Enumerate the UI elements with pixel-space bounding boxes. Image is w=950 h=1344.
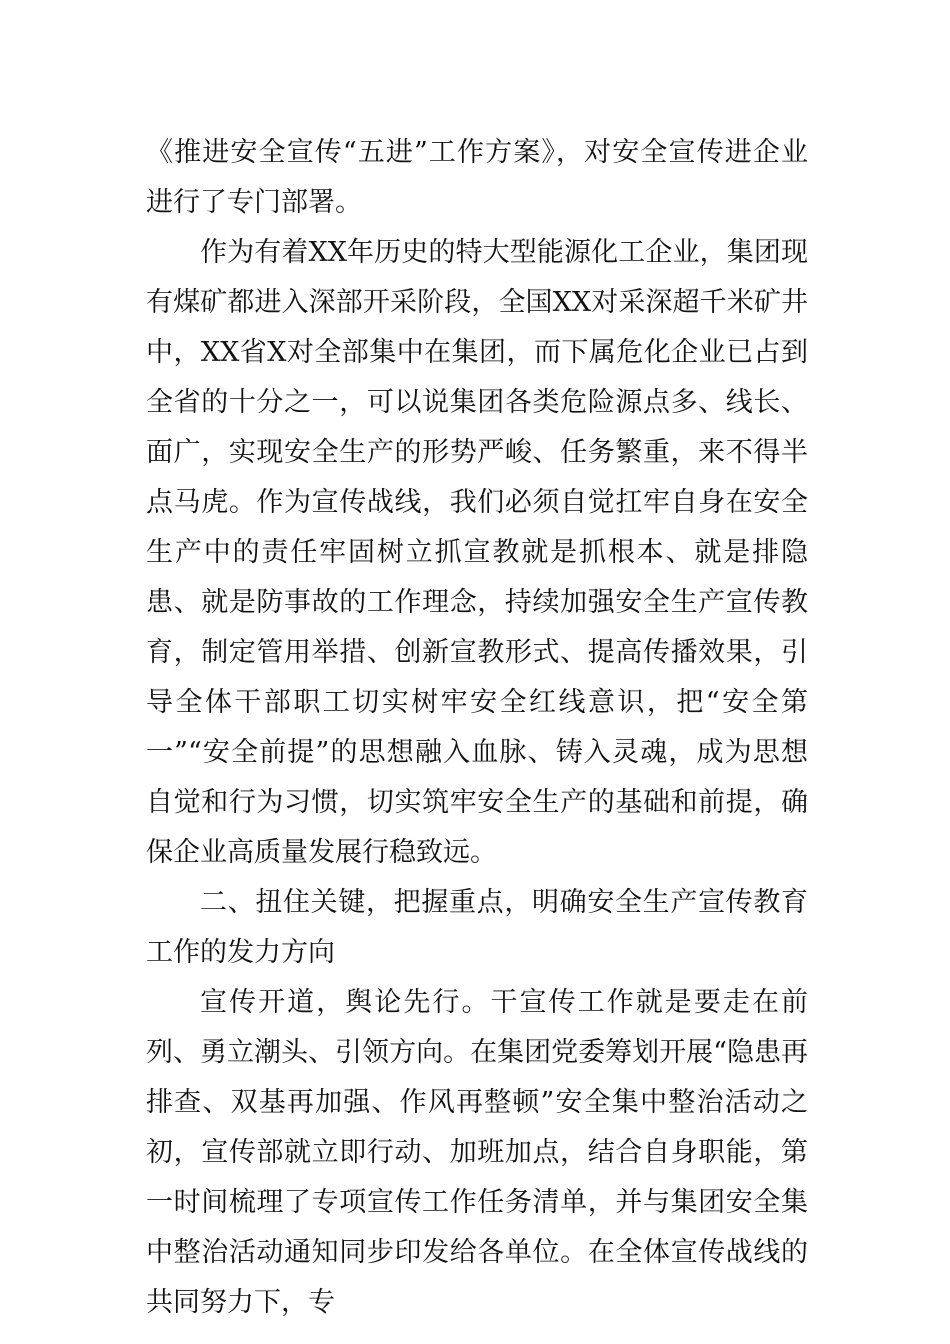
paragraph-group-background: 作为有着XX年历史的特大型能源化工企业，集团现有煤矿都进入深部开采阶段，全国XX对采深超千米矿井中，XX省X对全部集中在集团，而下属危化企业已占到全省的十分之一，可以说集团各类危险源点多、线长、面广，实现安全生产的形势严峻、任务繁重，来不得半点马虎。作为宣传战线，我们必须自觉扛牢自身在安全生产中的责任牢固树立抓宣教就是抓根本、就是排隐患、就是防事故的工作理念，持续加强安全生产宣传教育，制定管用举措、创新宣教形式、提高传播效果，引导全体干部职工切实树牢安全红线意识，把“安全第一”“安全前提”的思想融入血脉、铸入灵魂，成为思想自觉和行为习惯，切实筑牢安全生产的基础和前提，确保企业高质量发展行稳致远。 (146, 237, 808, 868)
document-body (146, 128, 808, 1328)
section-heading-two: 二、扭住关键，把握重点，明确安全生产宣传教育工作的发力方向 (146, 887, 808, 968)
paragraph-continued-intro: 《推进安全宣传“五进”工作方案》，对安全宣传进企业进行了专门部署。 (146, 137, 808, 218)
paragraph-publicity-first: 宣传开道，舆论先行。干宣传工作就是要走在前列、勇立潮头、引领方向。在集团党委筹划开展“隐患再排查、双基再加强、作风再整顿”安全集中整治活动之初，宣传部就立即行动、加班加点，结合自身职能，第一时间梳理了专项宣传工作任务清单，并与集团安全集中整治活动通知同步印发给各单位。在全体宣传战线的共同努力下，专 (146, 987, 808, 1318)
